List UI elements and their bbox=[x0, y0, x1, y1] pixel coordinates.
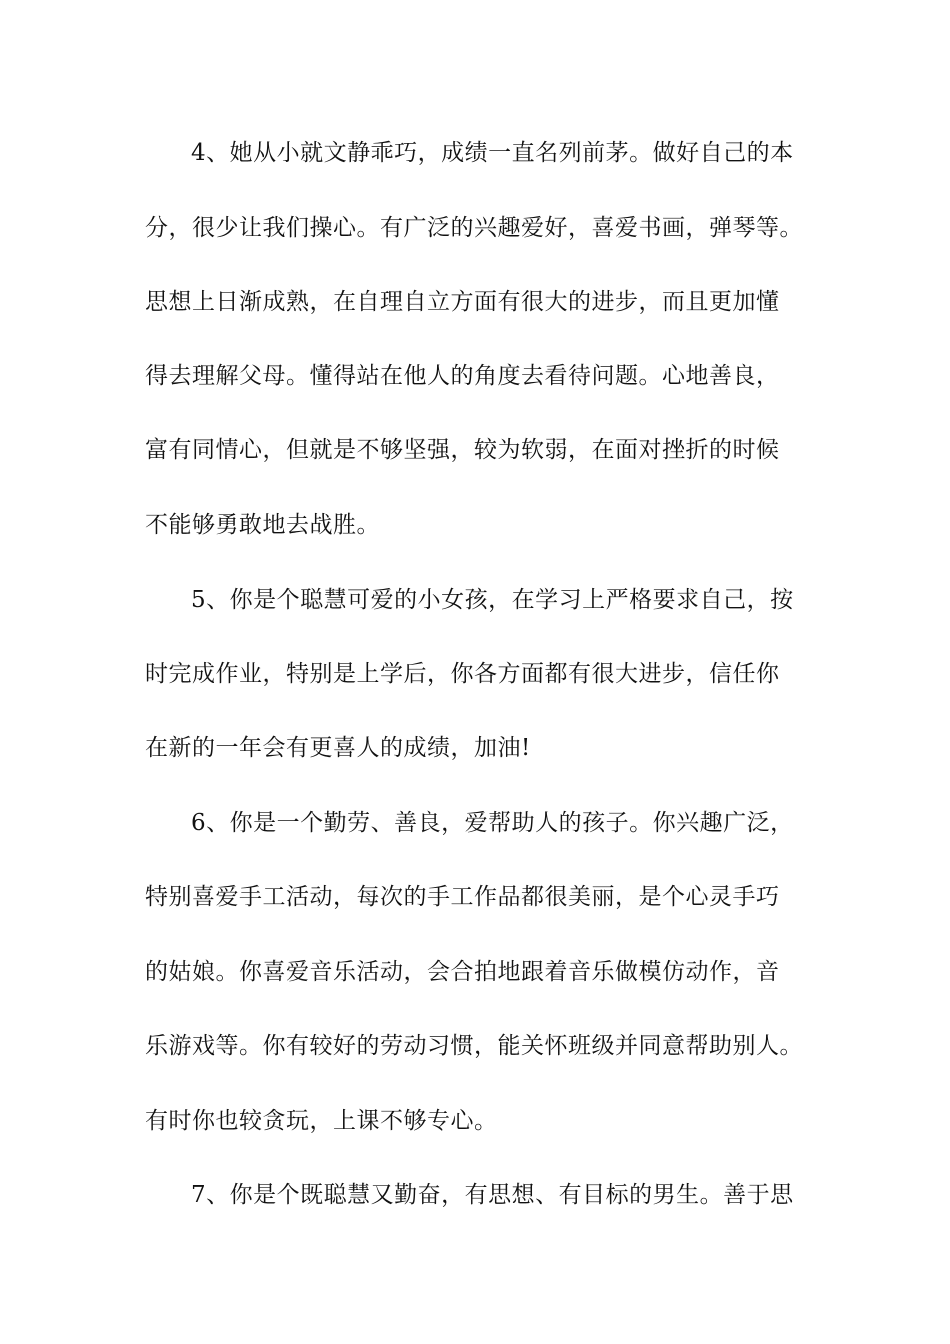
paragraph-5-line-3: 在新的一年会有更喜人的成绩，加油! bbox=[145, 735, 531, 761]
paragraph-4-line-5: 富有同情心，但就是不够坚强，较为软弱，在面对挫折的时候 bbox=[145, 437, 780, 463]
paragraph-4-line-3: 思想上日渐成熟，在自理自立方面有很大的进步，而且更加懂 bbox=[145, 289, 780, 315]
paragraph-6-line-2: 特别喜爱手工活动，每次的手工作品都很美丽，是个心灵手巧 bbox=[145, 884, 780, 910]
paragraph-4-line-6: 不能够勇敢地去战胜。 bbox=[145, 512, 380, 538]
paragraph-6-line-4: 乐游戏等。你有较好的劳动习惯，能关怀班级并同意帮助别人。 bbox=[145, 1033, 803, 1059]
paragraph-7-line-1: 7、你是个既聪慧又勤奋，有思想、有目标的男生。善于思 bbox=[191, 1182, 794, 1208]
paragraph-4-line-1: 4、她从小就文静乖巧，成绩一直名列前茅。做好自己的本 bbox=[191, 140, 794, 166]
paragraph-4-line-2: 分，很少让我们操心。有广泛的兴趣爱好，喜爱书画，弹琴等。 bbox=[145, 215, 803, 241]
paragraph-6-line-5: 有时你也较贪玩，上课不够专心。 bbox=[145, 1108, 498, 1134]
paragraph-5-line-2: 时完成作业，特别是上学后，你各方面都有很大进步，信任你 bbox=[145, 661, 780, 687]
paragraph-4-line-4: 得去理解父母。懂得站在他人的角度去看待问题。心地善良， bbox=[145, 363, 780, 389]
paragraph-6-line-3: 的姑娘。你喜爱音乐活动，会合拍地跟着音乐做模仿动作，音 bbox=[145, 959, 780, 985]
paragraph-5-line-1: 5、你是个聪慧可爱的小女孩，在学习上严格要求自己，按 bbox=[191, 587, 794, 613]
paragraph-6-line-1: 6、你是一个勤劳、善良，爱帮助人的孩子。你兴趣广泛， bbox=[191, 810, 794, 836]
